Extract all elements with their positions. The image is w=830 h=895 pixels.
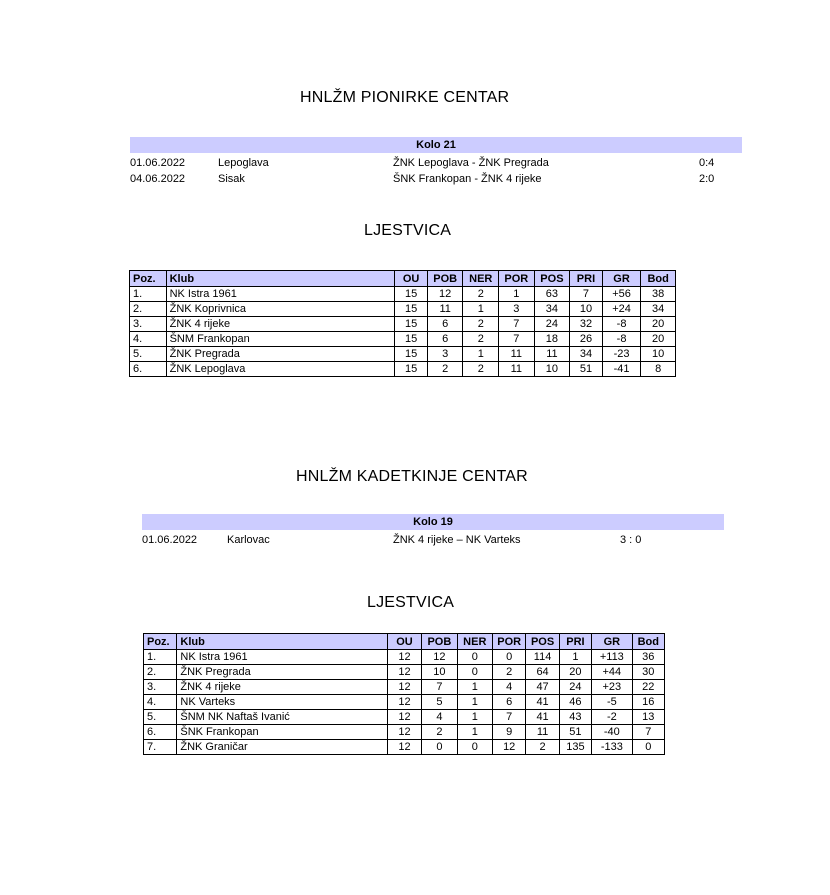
table-row <box>144 650 665 665</box>
match-date: 04.06.2022 <box>130 173 186 185</box>
table-cell: 47 <box>526 680 559 695</box>
table-cell: 6. <box>144 725 177 740</box>
table-cell: 2 <box>463 287 499 302</box>
col-header: POS <box>526 634 559 650</box>
table-cell: 34 <box>641 302 676 317</box>
table-header-row <box>144 634 665 650</box>
table-cell: -40 <box>592 725 632 740</box>
table-cell: 3 <box>427 347 463 362</box>
table-cell: 12 <box>387 695 421 710</box>
col-header: OU <box>387 634 421 650</box>
table-cell: 135 <box>559 740 591 755</box>
table-cell: 4. <box>144 695 177 710</box>
table-row <box>130 317 676 332</box>
table-cell: ŠNM NK Naftaš Ivanić <box>177 710 387 725</box>
table-cell: ŠNK Frankopan <box>177 725 387 740</box>
table-cell: 8 <box>641 362 676 377</box>
col-header: Klub <box>177 634 387 650</box>
table-cell: 24 <box>534 317 570 332</box>
table-cell: 12 <box>387 740 421 755</box>
table-cell: 2 <box>427 362 463 377</box>
table-cell: 1 <box>457 725 492 740</box>
table-cell: 6. <box>130 362 167 377</box>
table-cell: ŽNK Lepoglava <box>166 362 395 377</box>
table-cell: 20 <box>641 332 676 347</box>
table-row <box>130 332 676 347</box>
table-cell: 41 <box>526 695 559 710</box>
col-header: OU <box>395 271 428 287</box>
match-date: 01.06.2022 <box>130 157 186 169</box>
table-cell: ŽNK 4 rijeke <box>177 680 387 695</box>
table-cell: 7 <box>632 725 664 740</box>
table-cell: -41 <box>602 362 641 377</box>
table-cell: 18 <box>534 332 570 347</box>
table-cell: +24 <box>602 302 641 317</box>
table-cell: 11 <box>499 362 535 377</box>
table-cell: -23 <box>602 347 641 362</box>
table-cell: -2 <box>592 710 632 725</box>
col-header: POB <box>427 271 463 287</box>
table-cell: 5. <box>130 347 167 362</box>
col-header: NER <box>463 271 499 287</box>
match-row <box>0 532 830 548</box>
table-cell: 64 <box>526 665 559 680</box>
table-cell: 15 <box>395 362 428 377</box>
table-cell: 7. <box>144 740 177 755</box>
col-header: GR <box>592 634 632 650</box>
table-cell: 7 <box>570 287 603 302</box>
table-cell: 2 <box>493 665 526 680</box>
table-cell: 10 <box>534 362 570 377</box>
table-cell: 0 <box>457 650 492 665</box>
table-cell: NK Varteks <box>177 695 387 710</box>
table-cell: 12 <box>387 725 421 740</box>
table-cell: 11 <box>534 347 570 362</box>
table-cell: 0 <box>457 665 492 680</box>
table-cell: 41 <box>526 710 559 725</box>
table-cell: 30 <box>632 665 664 680</box>
standings-title: LJESTVICA <box>367 594 455 611</box>
table-cell: 2. <box>144 665 177 680</box>
table-cell: 12 <box>387 710 421 725</box>
table-cell: 3 <box>499 302 535 317</box>
match-place: Karlovac <box>227 534 270 546</box>
table-cell: 12 <box>493 740 526 755</box>
table-row <box>144 725 665 740</box>
table-cell: 3. <box>144 680 177 695</box>
section2-title: HNLŽM KADETKINJE CENTAR <box>296 468 528 485</box>
table-cell: 12 <box>422 650 457 665</box>
table-cell: 5 <box>422 695 457 710</box>
match-teams: ŽNK Lepoglava - ŽNK Pregrada <box>393 157 549 169</box>
table-cell: 0 <box>493 650 526 665</box>
table-cell: 15 <box>395 302 428 317</box>
col-header: POR <box>499 271 535 287</box>
table-row <box>130 347 676 362</box>
table-cell: 13 <box>632 710 664 725</box>
table-cell: ŽNK Koprivnica <box>166 302 395 317</box>
table-cell: 51 <box>570 362 603 377</box>
table-cell: 1. <box>144 650 177 665</box>
col-header: POS <box>534 271 570 287</box>
table-cell: 0 <box>632 740 664 755</box>
table-cell: NK Istra 1961 <box>177 650 387 665</box>
table-cell: -5 <box>592 695 632 710</box>
table-cell: NK Istra 1961 <box>166 287 395 302</box>
match-place: Sisak <box>218 173 245 185</box>
table-cell: 1 <box>457 695 492 710</box>
table-row <box>144 710 665 725</box>
table-cell: 4. <box>130 332 167 347</box>
table-cell: 1 <box>463 347 499 362</box>
table-cell: 46 <box>559 695 591 710</box>
table-cell: 38 <box>641 287 676 302</box>
table-cell: 10 <box>641 347 676 362</box>
table-cell: 6 <box>427 332 463 347</box>
match-score: 3 : 0 <box>620 534 642 546</box>
table-cell: +23 <box>592 680 632 695</box>
table-cell: 1 <box>463 302 499 317</box>
match-row <box>0 171 830 187</box>
table-cell: 32 <box>570 317 603 332</box>
table-cell: 63 <box>534 287 570 302</box>
table-cell: 26 <box>570 332 603 347</box>
table-cell: 12 <box>387 650 421 665</box>
table-cell: 15 <box>395 317 428 332</box>
table-cell: 1 <box>457 710 492 725</box>
table-cell: 15 <box>395 332 428 347</box>
table-cell: 15 <box>395 347 428 362</box>
table-cell: 114 <box>526 650 559 665</box>
col-header: PRI <box>570 271 603 287</box>
table-cell: 1 <box>499 287 535 302</box>
col-header: Bod <box>641 271 676 287</box>
table-cell: 12 <box>387 665 421 680</box>
match-score: 2:0 <box>699 173 715 185</box>
match-teams: ŠNK Frankopan - ŽNK 4 rijeke <box>393 173 542 185</box>
table-cell: ŽNK 4 rijeke <box>166 317 395 332</box>
standings-table <box>143 633 665 755</box>
table-cell: 12 <box>427 287 463 302</box>
table-cell: 1 <box>457 680 492 695</box>
section1-title: HNLŽM PIONIRKE CENTAR <box>300 89 510 106</box>
table-cell: ŽNK Graničar <box>177 740 387 755</box>
match-place: Lepoglava <box>218 157 269 169</box>
col-header: GR <box>602 271 641 287</box>
table-cell: 12 <box>387 680 421 695</box>
match-row <box>0 155 830 171</box>
table-row <box>144 665 665 680</box>
col-header: Bod <box>632 634 664 650</box>
table-row <box>130 362 676 377</box>
col-header: POB <box>422 634 457 650</box>
table-cell: +44 <box>592 665 632 680</box>
match-score: 0:4 <box>699 157 715 169</box>
table-cell: 10 <box>570 302 603 317</box>
table-cell: 1. <box>130 287 167 302</box>
table-cell: 51 <box>559 725 591 740</box>
table-cell: ŽNK Pregrada <box>166 347 395 362</box>
table-cell: -133 <box>592 740 632 755</box>
table-row <box>144 680 665 695</box>
table-cell: 1 <box>559 650 591 665</box>
table-cell: -8 <box>602 317 641 332</box>
table-cell: 11 <box>499 347 535 362</box>
table-cell: 9 <box>493 725 526 740</box>
table-cell: 22 <box>632 680 664 695</box>
standings-title: LJESTVICA <box>364 222 452 239</box>
table-cell: 43 <box>559 710 591 725</box>
table-cell: 6 <box>493 695 526 710</box>
col-header: Poz. <box>130 271 167 287</box>
table-cell: 5. <box>144 710 177 725</box>
table-cell: 7 <box>499 332 535 347</box>
table-cell: 7 <box>493 710 526 725</box>
table-cell: ŽNK Pregrada <box>177 665 387 680</box>
table-row <box>144 695 665 710</box>
table-cell: -8 <box>602 332 641 347</box>
table-cell: 11 <box>427 302 463 317</box>
table-cell: 11 <box>526 725 559 740</box>
table-cell: 0 <box>422 740 457 755</box>
table-cell: 34 <box>570 347 603 362</box>
table-cell: 6 <box>427 317 463 332</box>
table-cell: 2 <box>463 362 499 377</box>
table-cell: 7 <box>499 317 535 332</box>
col-header: Poz. <box>144 634 177 650</box>
table-row <box>144 740 665 755</box>
table-row <box>130 302 676 317</box>
table-cell: 20 <box>559 665 591 680</box>
table-cell: 10 <box>422 665 457 680</box>
table-cell: 20 <box>641 317 676 332</box>
table-cell: 0 <box>457 740 492 755</box>
kolo-header: Kolo 19 <box>142 514 724 530</box>
match-teams: ŽNK 4 rijeke – NK Varteks <box>393 534 521 546</box>
table-cell: +113 <box>592 650 632 665</box>
table-row <box>130 287 676 302</box>
col-header: NER <box>457 634 492 650</box>
table-cell: 2. <box>130 302 167 317</box>
kolo-header: Kolo 21 <box>130 137 742 153</box>
table-cell: ŠNM Frankopan <box>166 332 395 347</box>
col-header: POR <box>493 634 526 650</box>
table-cell: 24 <box>559 680 591 695</box>
table-cell: 36 <box>632 650 664 665</box>
table-cell: 3. <box>130 317 167 332</box>
table-cell: 16 <box>632 695 664 710</box>
table-cell: 2 <box>463 332 499 347</box>
table-cell: +56 <box>602 287 641 302</box>
col-header: PRI <box>559 634 591 650</box>
table-cell: 34 <box>534 302 570 317</box>
table-cell: 2 <box>422 725 457 740</box>
table-cell: 2 <box>526 740 559 755</box>
standings-table <box>129 270 676 377</box>
match-date: 01.06.2022 <box>142 534 198 546</box>
table-cell: 4 <box>422 710 457 725</box>
table-cell: 4 <box>493 680 526 695</box>
table-cell: 15 <box>395 287 428 302</box>
table-header-row <box>130 271 676 287</box>
table-cell: 7 <box>422 680 457 695</box>
col-header: Klub <box>166 271 395 287</box>
table-cell: 2 <box>463 317 499 332</box>
